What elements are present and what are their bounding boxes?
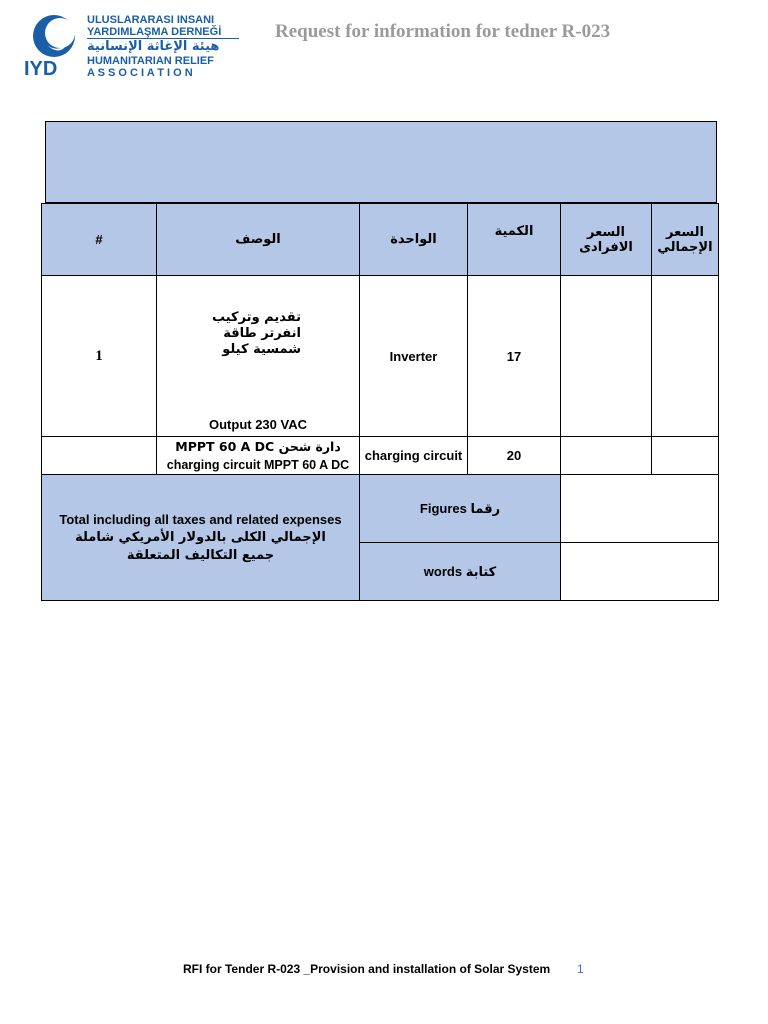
rfi-table [41,203,719,601]
header-description: الوصف [157,204,360,276]
total-row-figures [42,475,719,543]
figures-value[interactable] [561,475,719,543]
row-unit: Inverter [360,276,468,437]
words-value[interactable] [561,543,719,601]
logo-text [87,14,239,79]
row-unit: charging circuit [360,437,468,475]
table-header-row [42,204,719,276]
page-number: 1 [577,962,584,976]
description-english: charging circuit MPPT 60 A DC [166,457,350,472]
logo-line-turkish-2: YARDIMLAŞMA DERNEĞİ [87,26,239,39]
header-number: # [42,204,157,276]
header-unit-price: السعر الافرادى [561,204,652,276]
footer-text: RFI for Tender R-023 _Provision and installation of Solar System [183,962,551,976]
row-total-price [652,437,719,475]
words-label: words كتابة [360,543,561,601]
row-number: 1 [42,276,157,437]
header-unit: الواحدة [360,204,468,276]
logo-acronym: IYD [24,58,58,80]
table-row [42,437,719,475]
description-arabic: تقديم وتركيب انفرتر طاقة شمسية كيلو [211,310,301,357]
header-banner [45,121,717,203]
page-title: Request for information for tedner R-023 [275,21,611,42]
total-label-english: Total including all taxes and related expenses [59,511,342,527]
description-arabic: دارة شحن MPPT 60 A DC [175,438,341,454]
row-number [42,437,157,475]
row-description [157,437,360,475]
header-total-price: السعر الإجمالي [652,204,719,276]
total-label-arabic: الإجمالي الكلى بالدولار الأمريكي شاملة جميع التكاليف المتعلقة [75,529,326,563]
organization-logo [24,14,239,80]
row-unit-price [561,437,652,475]
row-unit-price [561,276,652,437]
row-quantity: 20 [468,437,561,475]
row-total-price [652,276,719,437]
row-description [157,276,360,437]
description-english: Output 230 VAC [209,417,307,432]
logo-line-turkish-1: ULUSLARARASI INSANI [87,14,215,26]
table-row [42,276,719,437]
figures-label: Figures رقما [360,475,561,543]
logo-line-english-1: HUMANITARIAN RELIEF [87,55,214,67]
logo-line-english-2: A S S O C I A T I O N [87,67,193,79]
total-label [42,475,360,601]
header-quantity: الكمية [468,204,561,276]
logo-line-arabic: هيئة الإغاثة الإنسانية [87,39,220,54]
row-quantity: 17 [468,276,561,437]
